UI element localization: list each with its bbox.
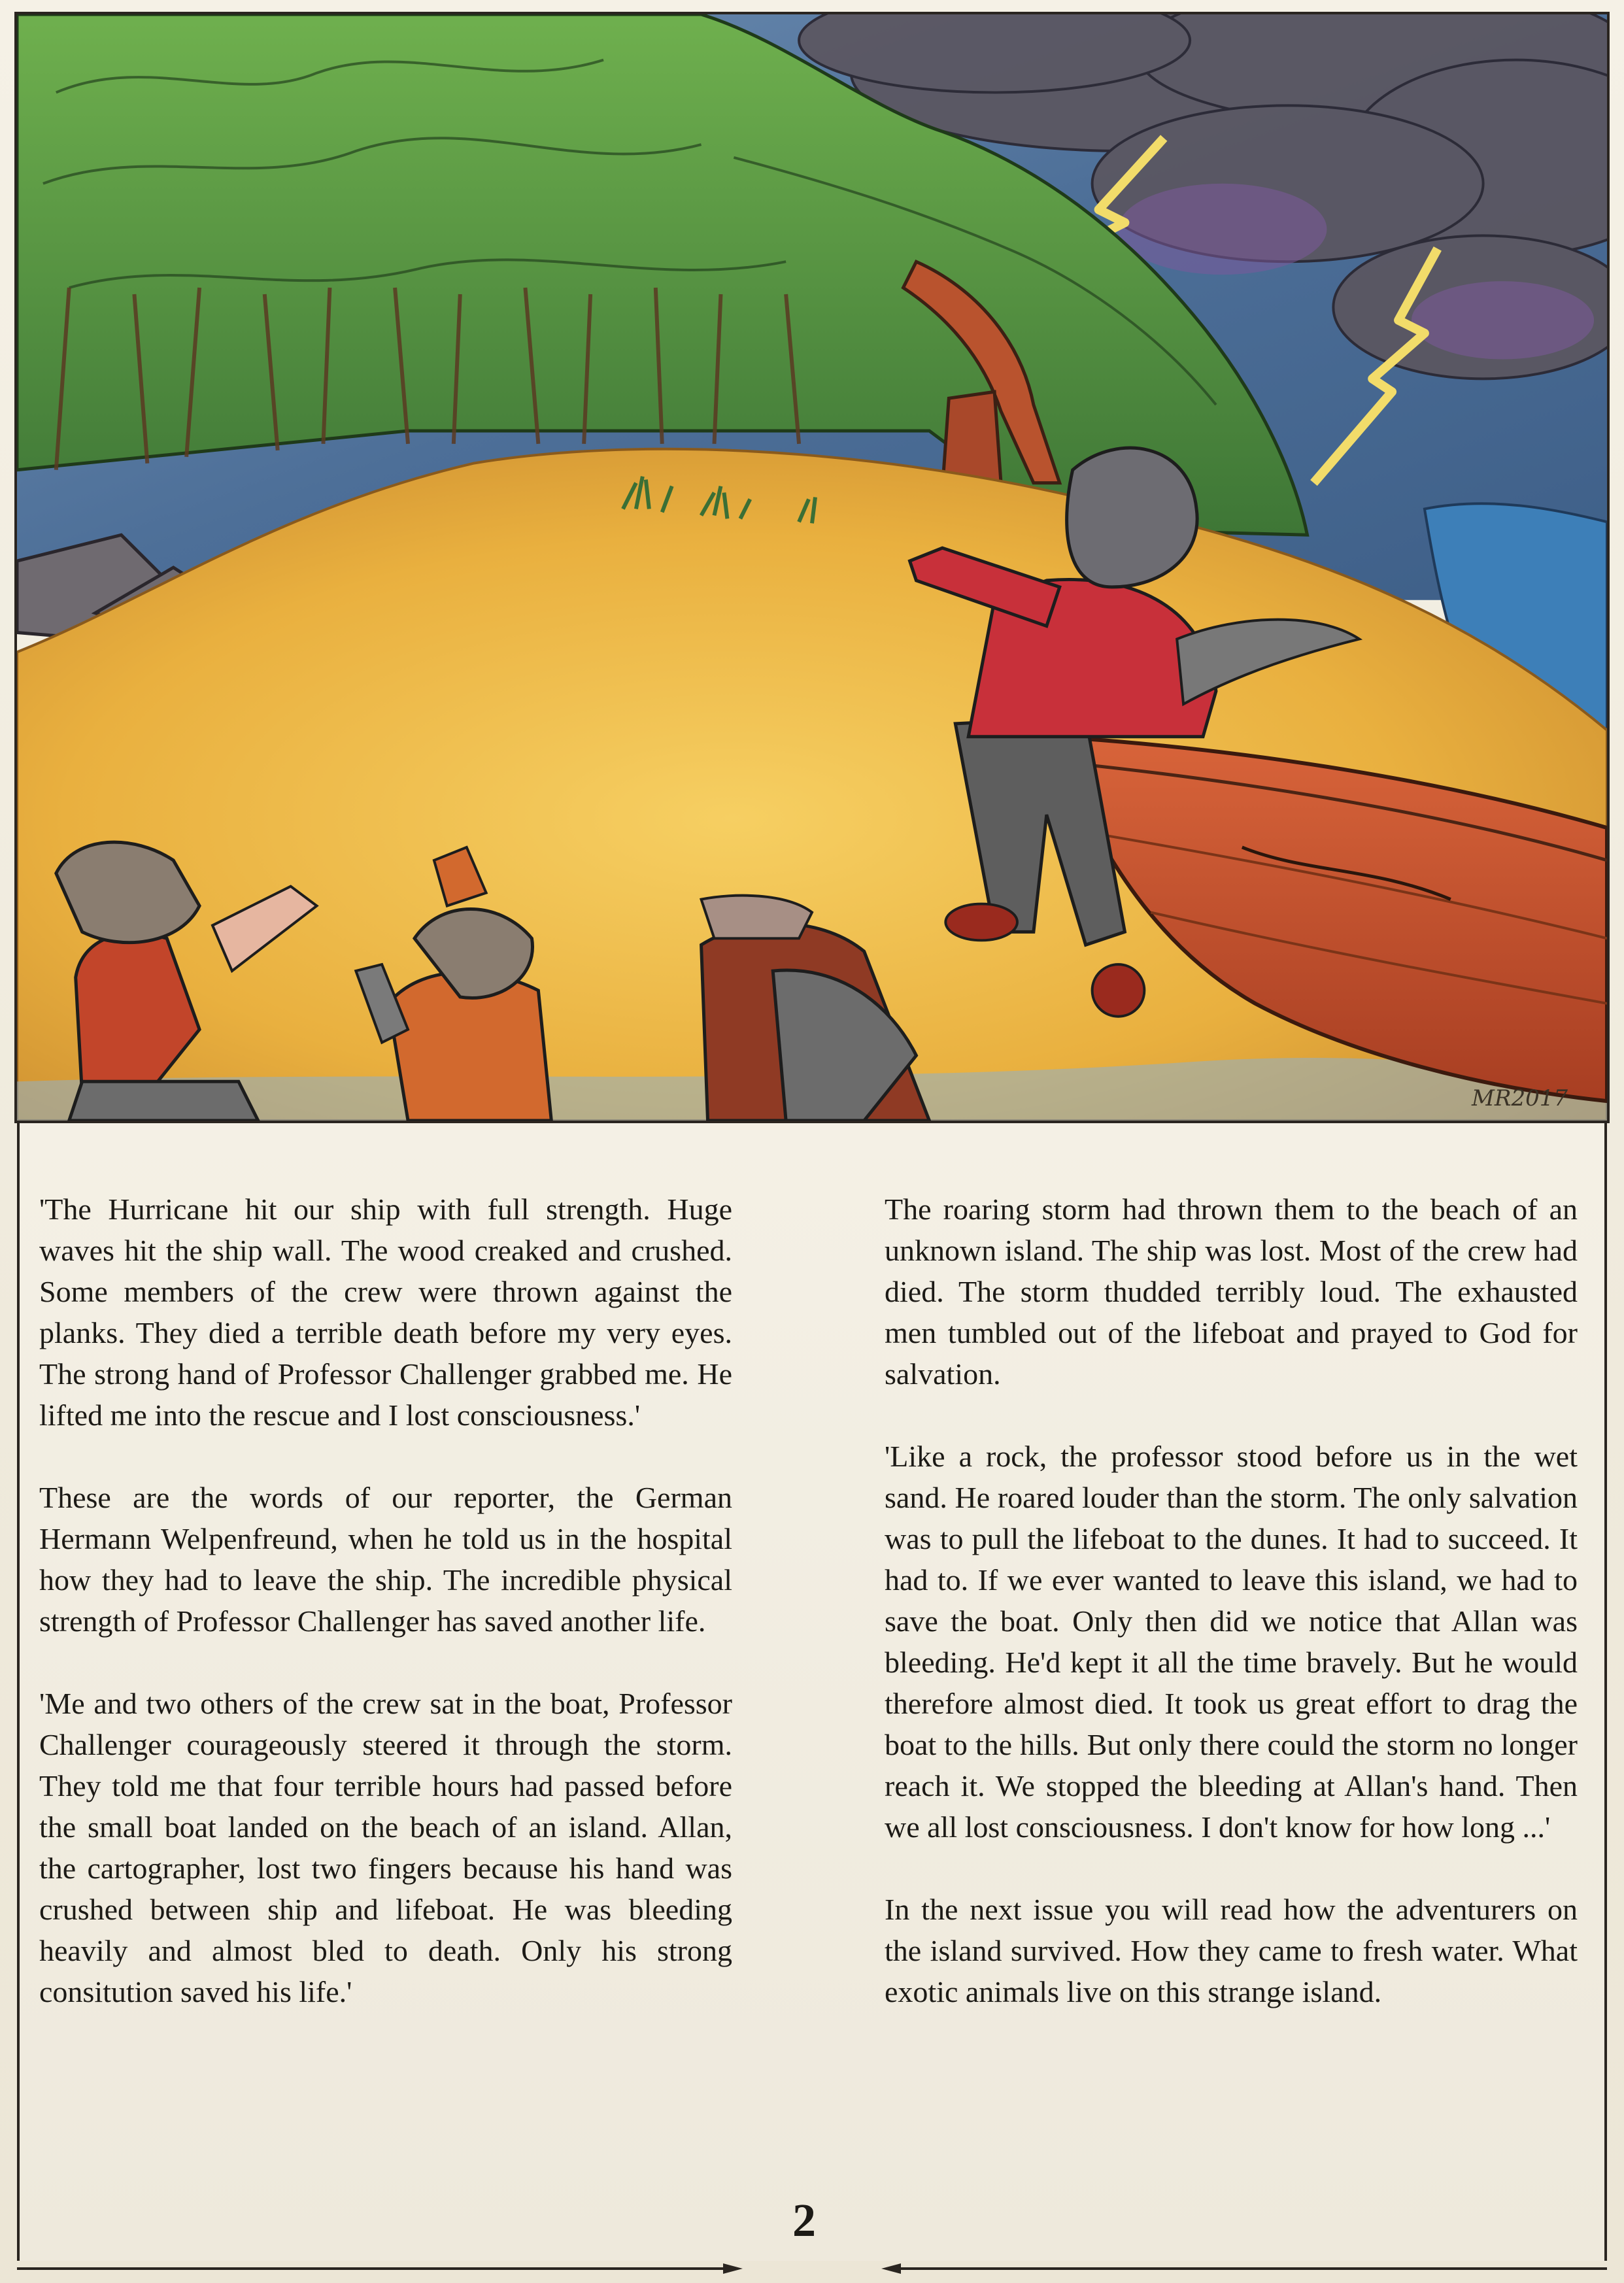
- paragraph: In the next issue you will read how the adventurers on the island survived. How they came to fresh water. What exotic animals live on this strange island.: [885, 1893, 1578, 2008]
- illustration-drawing: [17, 14, 1607, 1121]
- paragraph: These are the words of our reporter, the German Hermann Welpenfreund, when he told us in the hospital how they had to leave the ship. The incredible physical strength of Professor Challenger has saved another life.: [39, 1481, 732, 1638]
- storm-beach-illustration: [14, 12, 1610, 1123]
- article-text-panel: [17, 1123, 1607, 2261]
- article-left-column: [39, 1189, 732, 2054]
- footer-rule-left: [17, 2262, 743, 2275]
- article-right-column: [885, 1189, 1578, 2054]
- page-number: 2: [792, 2194, 816, 2246]
- paragraph: 'The Hurricane hit our ship with full strength. Huge waves hit the ship wall. The wood creaked and crushed. Some members of the crew were thrown against the planks. They died a terrible death before my very eyes. The strong hand of Professor Challenger grabbed me. He lifted me into the rescue and I lost consciousness.': [39, 1192, 732, 1432]
- paragraph: 'Me and two others of the crew sat in the boat, Professor Challenger courageously steered it through the storm. They told me that four terrible hours had passed before the small boat landed on the beach of an island. Allan, the cartographer, lost two fingers because his hand was crushed between ship and lifeboat. He was bleeding heavily and almost bled to death. Only his strong consitution saved his life.': [39, 1687, 732, 2008]
- paragraph: 'Like a rock, the professor stood before us in the wet sand. He roared louder than the storm. The only salvation was to pull the lifeboat to the dunes. It had to succeed. It had to. If we ever wanted to leave this island, we had to save the boat. Only then did we notice that Allan was bleeding. He'd kept it all the time bravely. But he would therefore almost died. It took us great effort to drag the boat to the hills. But only there could the storm no longer reach it. We stopped the bleeding at Allan's hand. Then we all lost consciousness. I don't know for how long ...': [885, 1440, 1578, 1844]
- artist-signature: MR2017: [1472, 1085, 1568, 1111]
- footer-rule-right: [881, 2262, 1607, 2275]
- paragraph: The roaring storm had thrown them to the beach of an unknown island. The ship was lost. Most of the crew had died. The storm thudded terribly loud. The exhausted men tumbled out of the lifeboat and prayed to God for salvation.: [885, 1192, 1578, 1391]
